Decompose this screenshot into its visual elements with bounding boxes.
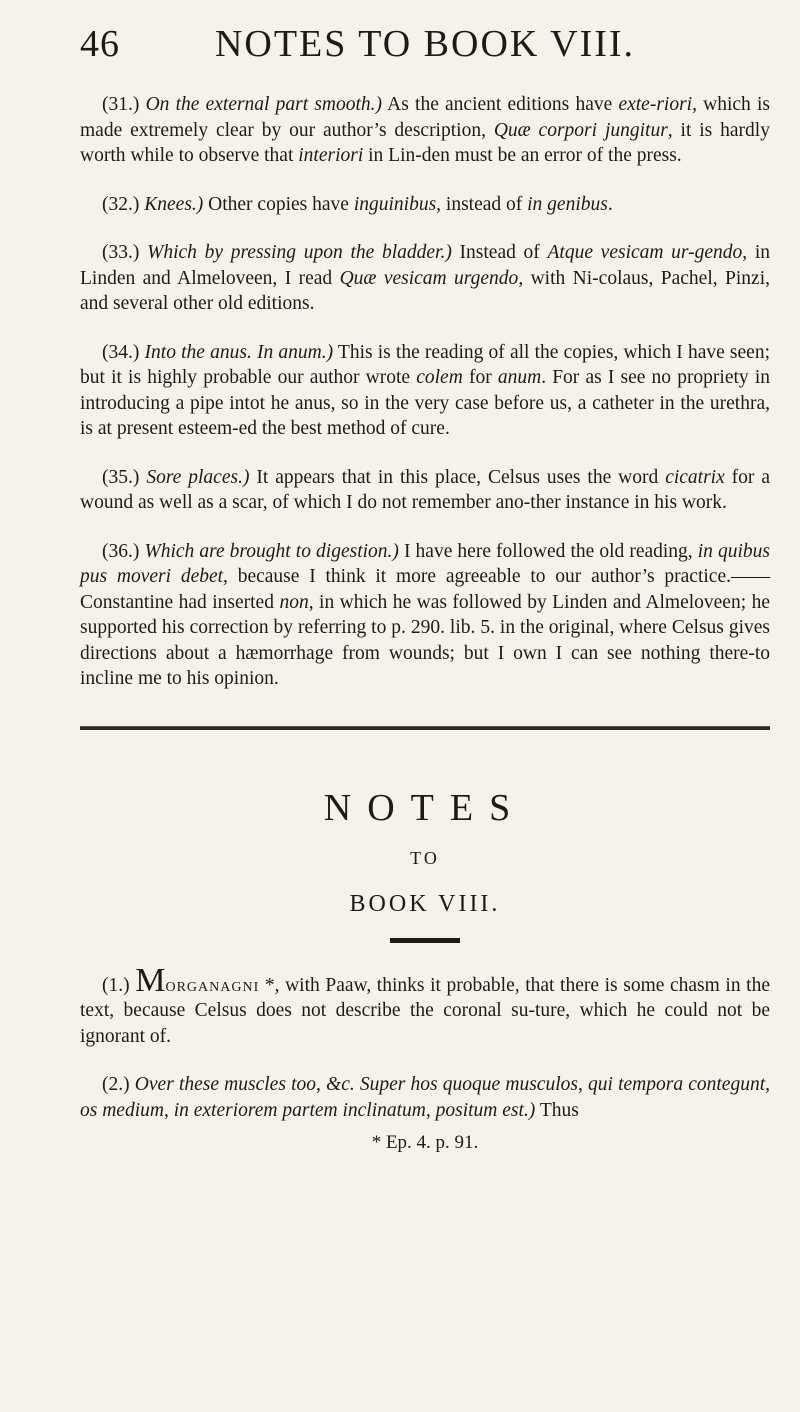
note-italic-text: non [279, 591, 309, 613]
note-text: . [607, 193, 613, 215]
note-text: Other copies have [203, 193, 354, 215]
note-number: (36.) [102, 540, 140, 562]
note-italic-text: Quæ vesicam urgendo [339, 267, 519, 289]
note-text: As the ancient editions have [382, 94, 619, 115]
notes-list-bottom [80, 961, 771, 1124]
note-paragraph [80, 961, 771, 1050]
note-number: (35.) [102, 466, 140, 488]
note-text: , it is hardly worth while to observe that [80, 119, 770, 166]
note-lemma: Sore places.) [146, 466, 250, 488]
note-text: , in Linden and Almeloveen, I read [80, 242, 771, 289]
note-italic-text: in quibus pus moveri debet [80, 540, 770, 587]
running-head [80, 22, 770, 82]
note-lemma: Into the anus. In anum.) [144, 341, 334, 363]
author-name: organagni [165, 974, 260, 996]
note-text: Thus [535, 1099, 579, 1121]
section-short-rule [390, 938, 460, 943]
note-text: I have here followed the old reading, [398, 540, 698, 562]
note-text: in Lin-den must be an error of the press. [363, 145, 682, 166]
note-number: (34.) [102, 341, 140, 363]
note-text: , instead of [436, 193, 528, 215]
note-lemma: Which by pressing upon the bladder.) [147, 242, 452, 263]
note-paragraph [80, 1072, 770, 1123]
note-number: (33.) [102, 242, 140, 263]
note-italic-text: Quæ corpori jungitur [493, 119, 668, 141]
page-number: 46 [80, 23, 120, 65]
note-number: (2.) [102, 1074, 130, 1095]
page-body [80, 92, 770, 1154]
note-text: This is the reading of all the copies, which I have seen; but it is highly probable our author wrote [80, 341, 770, 388]
note-text: , which is made extremely clear by our author’s description, [80, 94, 770, 141]
note-paragraph [80, 92, 770, 169]
note-italic-text: cicatrix [665, 466, 725, 488]
section-divider-rule [80, 726, 770, 730]
drop-capital: M [135, 961, 166, 999]
note-text: , with Ni-colaus, Pachel, Pinzi, and several other old editions. [80, 267, 770, 314]
note-italic-text: interiori [298, 145, 364, 166]
note-paragraph [80, 240, 770, 317]
notes-list-top [80, 92, 770, 692]
running-title: NOTES TO BOOK VIII. [214, 23, 636, 65]
note-lemma: Over these muscles too, &c. Super hos quoque musculos, qui tempora contegunt, os medium, in exteriorem partem inclinatum, positum est.) [80, 1074, 771, 1121]
note-italic-text: Atque vesicam ur-gendo [547, 242, 743, 263]
note-text: Instead of [451, 242, 548, 263]
note-paragraph [80, 465, 770, 516]
note-text: , in which he was followed by Linden and Almeloveen; he supported his correction by referring to p. 290. lib. 5. in the original, where Celsus gives directions about a hæmorrhage from wounds; but I own I can see nothing there-to incline me to his opinion. [80, 591, 770, 689]
note-italic-text: exte-riori [618, 94, 693, 115]
section-title: NOTES [323, 786, 527, 829]
section-title-to: TO [410, 847, 440, 868]
note-lemma: Knees.) [144, 193, 204, 215]
note-paragraph [80, 539, 770, 692]
note-text: for a wound as well as a scar, of which I do not remember ano-ther instance in his work. [80, 466, 770, 513]
note-italic-text: colem [416, 367, 463, 388]
section-title-book: BOOK VIII. [349, 890, 501, 917]
note-italic-text: inguinibus [353, 193, 437, 215]
note-lemma: Which are brought to digestion.) [144, 540, 399, 562]
footnote: * Ep. 4. p. 91. [371, 1132, 479, 1153]
note-text: It appears that in this place, Celsus uses the word [249, 466, 666, 488]
note-paragraph [80, 192, 770, 218]
note-text: , because I think it more agreeable to our author’s practice.——Constantine had inserted [80, 566, 770, 613]
note-paragraph [80, 340, 770, 442]
note-number: (1.) [102, 974, 130, 996]
note-text: for [462, 367, 498, 388]
note-text: . For as I see no propriety in introducing a pipe intot he anus, so in the very case before us, a catheter in the urethra, is at present esteem-ed the best method of cure. [80, 367, 770, 439]
note-italic-text: anum [497, 367, 542, 388]
note-number: (32.) [102, 193, 140, 215]
note-number: (31.) [102, 94, 140, 115]
note-italic-text: in genibus [527, 193, 608, 215]
note-text: *, with Paaw, thinks it probable, that there is some chasm in the text, because Celsus does not describe the coronal su-ture, which he could not be ignorant of. [80, 974, 771, 1047]
note-lemma: On the external part smooth.) [145, 94, 383, 115]
